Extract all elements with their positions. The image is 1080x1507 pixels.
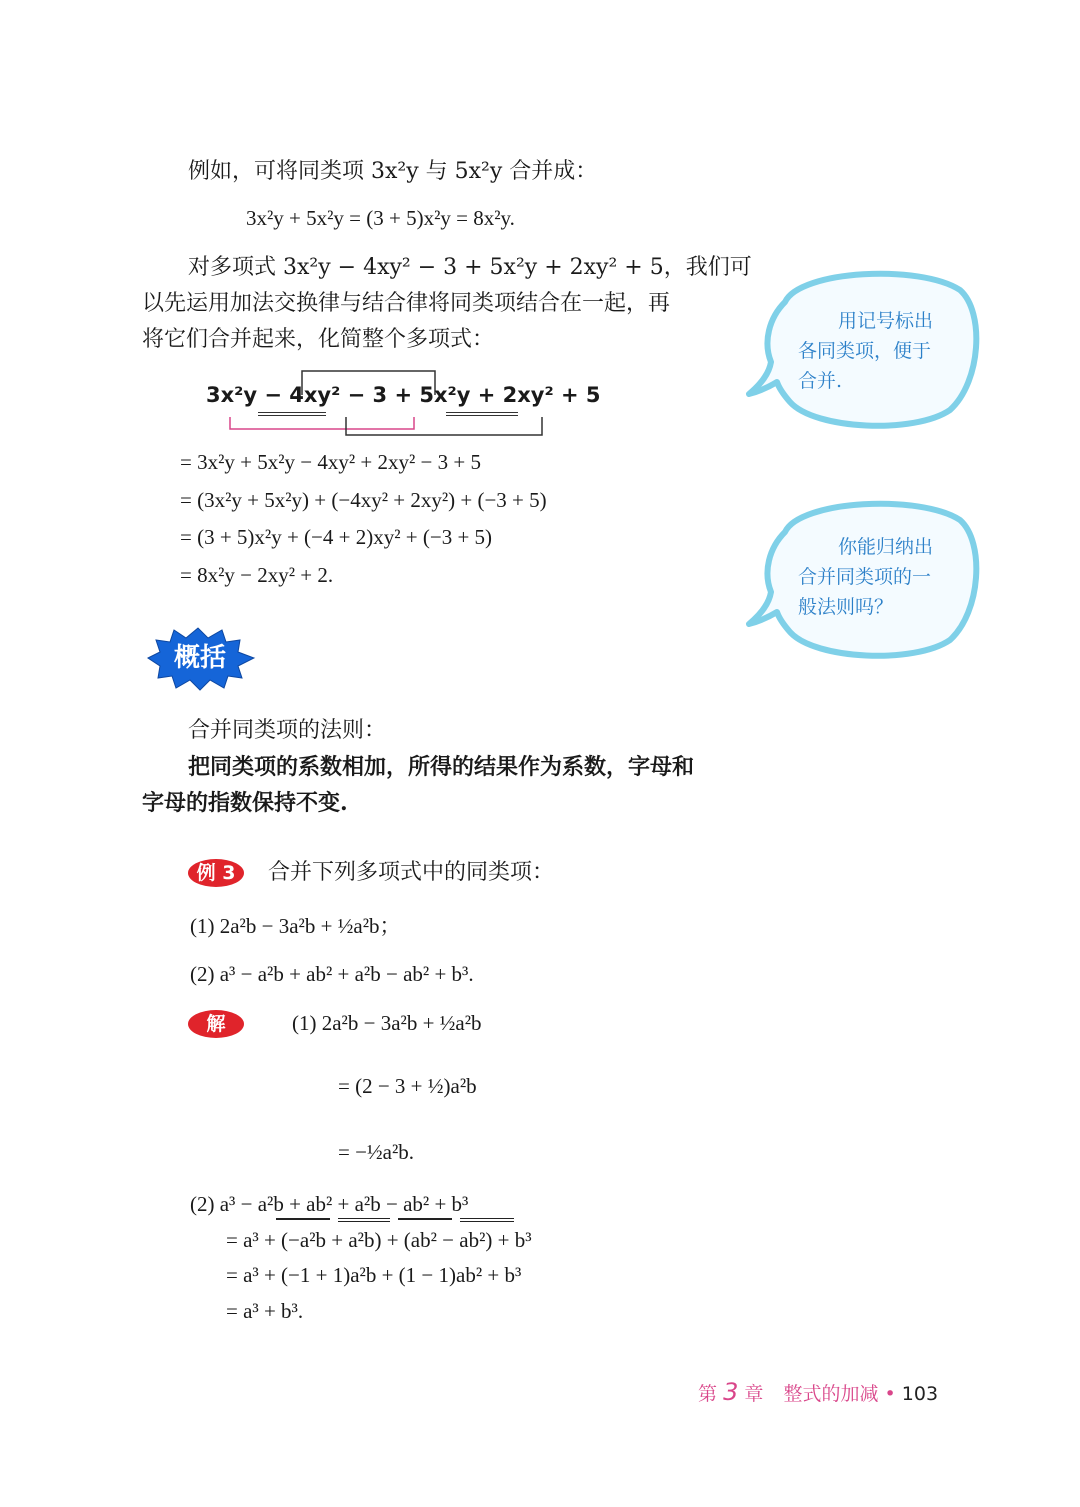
example-3-prompt: 合并下列多项式中的同类项：: [268, 860, 555, 885]
footer-bullet: •: [884, 1383, 896, 1405]
marked-expression-text: 3x²y − 4xy² − 3 + 5x²y + 2xy² + 5: [206, 383, 601, 407]
footer-chapter-title: 整式的加减: [783, 1383, 879, 1405]
example-3-problem-2: (2) a³ − a²b + ab² + a²b − ab² + b³.: [190, 962, 474, 986]
intro-equation-text: 3x²y + 5x²y = (3 + 5)x²y = 8x²y.: [246, 206, 515, 230]
page-footer: [698, 1378, 938, 1406]
solution-1-line-1: (1) 2a²b − 3a²b + ½a²b: [292, 1011, 482, 1035]
solution-2-line-2: = a³ + (−a²b + a²b) + (ab² − ab²) + b³: [226, 1228, 532, 1252]
summary-rule-line-1: 把同类项的系数相加，所得的结果作为系数，字母和: [188, 754, 695, 780]
solution-2-line-4: = a³ + b³.: [226, 1299, 304, 1323]
intro-equation: [246, 206, 515, 231]
marked-underline-1: [258, 412, 326, 416]
example-3-problem-1: (1) 2a²b − 3a²b + ½a²b；: [190, 914, 401, 938]
summary-rule-line-2: 字母的指数保持不变.: [142, 790, 348, 816]
example-3-badge: 例 3: [188, 859, 244, 887]
marked-underline-2: [446, 412, 518, 416]
footer-chapter-number: 3: [723, 1378, 739, 1406]
marked-expression: [206, 383, 601, 407]
footer-chapter-suffix: 章: [744, 1383, 764, 1405]
solution-2-underline-a: [276, 1218, 330, 1220]
solution-2-underline-b: [338, 1218, 390, 1222]
intro-example-text: 例如，可将同类项 3x²y 与 5x²y 合并成：: [188, 159, 598, 184]
page-number: 103: [901, 1383, 939, 1405]
speech-bubble-1-text: 用记号标出各同类项，便于合并.: [798, 310, 934, 392]
summary-badge: 概括: [173, 643, 226, 673]
intro-example-line: [188, 157, 597, 187]
step-2: = (3x²y + 5x²y) + (−4xy² + 2xy²) + (−3 + 5): [180, 488, 547, 512]
solution-1-line-3: = −½a²b.: [338, 1140, 415, 1164]
step-3: = (3 + 5)x²y + (−4 + 2)xy² + (−3 + 5): [180, 525, 493, 549]
step-4: = 8x²y − 2xy² + 2.: [180, 563, 334, 587]
intro-paragraph-line-1: 对多项式 3x²y − 4xy² − 3 + 5x²y + 2xy² + 5，我们可: [188, 255, 752, 280]
solution-2-line-1: (2) a³ − a²b + ab² + a²b − ab² + b³: [190, 1192, 469, 1216]
intro-paragraph-line-2: 以先运用加法交换律与结合律将同类项结合在一起，再: [142, 291, 671, 316]
solution-1-line-2: = (2 − 3 + ½)a²b: [338, 1074, 477, 1098]
solution-2-line-3: = a³ + (−1 + 1)a²b + (1 − 1)ab² + b³: [226, 1263, 522, 1287]
summary-title: 合并同类项的法则：: [188, 718, 387, 743]
solution-badge: 解: [188, 1010, 244, 1038]
intro-paragraph-line-3: 将它们合并起来，化简整个多项式：: [142, 327, 495, 352]
footer-chapter-prefix: 第: [698, 1383, 718, 1405]
solution-2-underline-d: [460, 1218, 514, 1222]
solution-2-underline-c: [398, 1218, 452, 1220]
speech-bubble-2-text: 你能归纳出合并同类项的一般法则吗？: [798, 536, 934, 618]
step-1: = 3x²y + 5x²y − 4xy² + 2xy² − 3 + 5: [180, 450, 481, 474]
